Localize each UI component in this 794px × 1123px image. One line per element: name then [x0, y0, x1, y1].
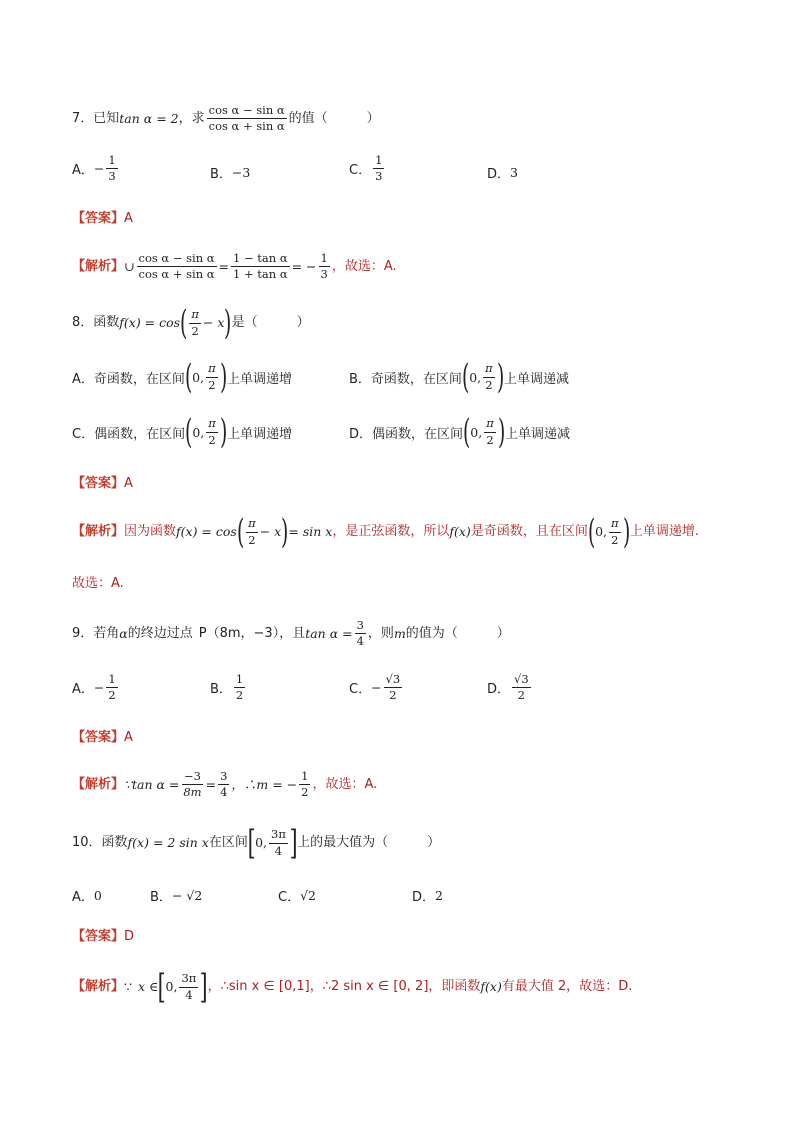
q8-option-a[interactable]: A．奇函数，在区间 ( 0, $\frac{\pi}{2}$ ) 上单调递增 [72, 357, 292, 397]
q8-option-c[interactable]: C．偶函数，在区间 ( 0, $\frac{\pi}{2}$ ) 上单调递增 [72, 412, 293, 452]
q8-option-d[interactable]: D．偶函数，在区间 ( 0, $\frac{\pi}{2}$ ) 上单调递减 [349, 412, 571, 452]
q10-option-b[interactable]: B． − √2 [150, 888, 203, 905]
q7-stem [72, 104, 380, 133]
q7-answer [72, 212, 133, 226]
q7-option-d[interactable]: D． 3 [487, 165, 518, 182]
q10-stem: 10．函数 f(x) = 2 sin x 在区间 [ 0, $\frac{3\pi}{4}$ ] 上的最大值为（ ） [72, 823, 441, 863]
q8-analysis: 【解析】 因为函数 f(x) = cos ( $\frac{\pi}{2}$ − x ) = sin x ，是正弦函数，所以 f(x) 是奇函数，且在区间 ( 0, $\frac{\pi}{2}$ ) 上单调递增. [72, 512, 699, 552]
q8-answer: 【答案】 A [72, 476, 133, 491]
q7-option-a[interactable]: A． − $\frac{1}{3}$ [72, 153, 116, 184]
q9-option-d[interactable]: D． $\frac{√3}{2}$ [487, 672, 529, 703]
q7-option-b[interactable]: B． −3 [210, 165, 251, 182]
q8-option-b[interactable]: B．奇函数，在区间 ( 0, $\frac{\pi}{2}$ ) 上单调递减 [349, 357, 569, 397]
q9-option-c[interactable]: C． − $\frac{√3}{2}$ [349, 672, 401, 703]
q10-answer: 【答案】 D [72, 929, 135, 944]
q7-option-c[interactable]: C． $\frac{1}{3}$ [349, 153, 383, 184]
q9-stem: 9．若角 α 的终边过点 P（8m，−3），且 tan α = $\frac{3}{4}$ ，则 m 的值为（ ） [72, 618, 510, 649]
q7-suffix: 的值（ ） [288, 110, 380, 126]
q10-analysis: 【解析】 ∵ x ∈ [ 0, $\frac{3\pi}{4}$ ] ，∴sin x ∈ [0,1]，∴2 sin x ∈ [0, 2]，即函数 f(x) 有最大值 2，故选：D. [72, 967, 633, 1007]
q10-option-c[interactable]: C． √2 [278, 888, 316, 905]
q10-option-d[interactable]: D． 2 [412, 888, 443, 905]
q8-analysis-line2: 故选：A. [72, 576, 124, 591]
q7-fraction: $\frac{\text{cos α − sin α}}{\text{cos α + sin α}}$ [208, 103, 285, 134]
q7-mid: ，求 [178, 110, 205, 126]
analysis-tag: 【解析】 [72, 258, 125, 274]
q9-analysis: 【解析】 ∵tan α = $\frac{-3}{8m}$ = $\frac{3}{4}$ ，∴m = − $\frac{1}{2}$ ，故选：A. [72, 769, 378, 800]
q7-condition: tan α = 2 [119, 110, 179, 126]
q8-stem: 8．函数 f(x) = cos ( $\frac{\pi}{2}$ − x ) 是（ ） [72, 303, 310, 343]
q9-option-b[interactable]: B． $\frac{1}{2}$ [210, 672, 244, 703]
answer-value: A [124, 211, 133, 226]
answer-tag: 【答案】 [72, 211, 125, 226]
q9-option-a[interactable]: A． − $\frac{1}{2}$ [72, 672, 116, 703]
q10-option-a[interactable]: A． 0 [72, 888, 102, 905]
q7-analysis: 【解析】 ∪ $\frac{\text{cos α − sin α}}{\text{cos α + sin α}}$ = $\frac{\text{1 − tan α}}{\text{1 + tan α}}$ = − $\frac{1}{3}$ ，故选：A. [72, 251, 397, 282]
q7-prefix: 7．已知 [72, 110, 120, 126]
q9-answer: 【答案】 A [72, 730, 133, 745]
